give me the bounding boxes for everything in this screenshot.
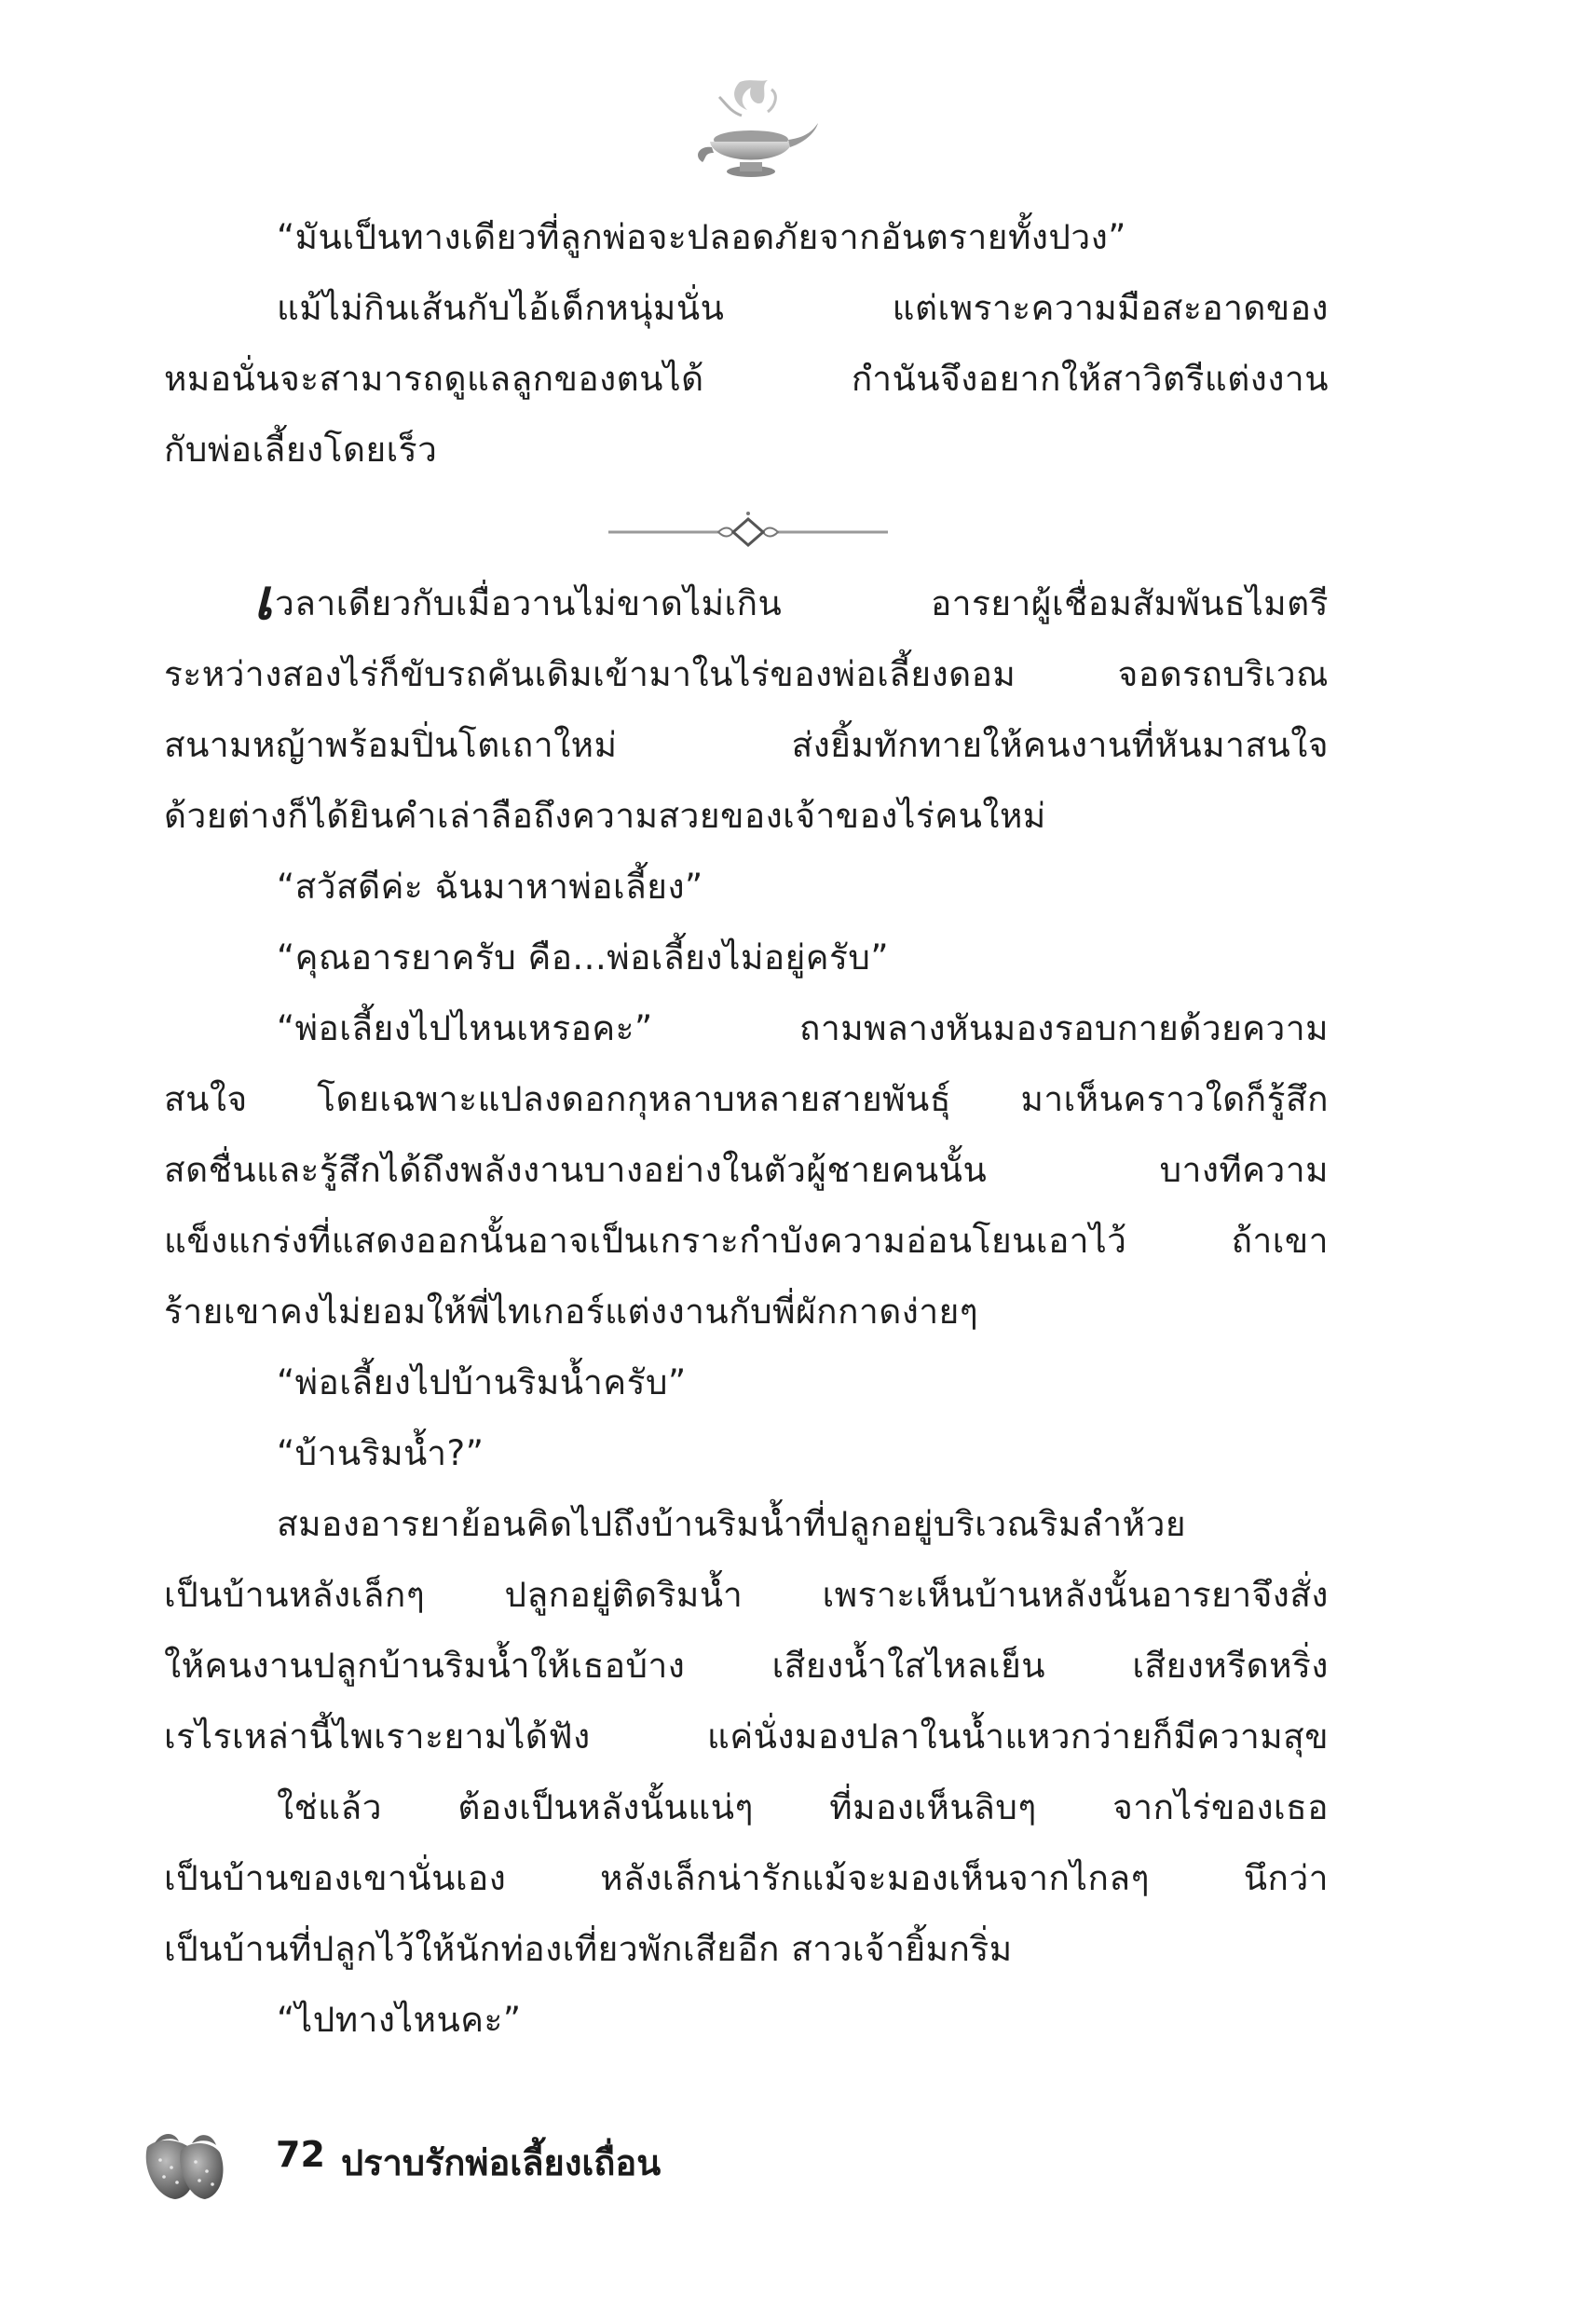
text-line: “พ่อเลี้ยงไปบ้านริมน้ำครับ” xyxy=(277,1362,687,1402)
text-line: “ไปทางไหนคะ” xyxy=(277,2000,522,2040)
text-line: สดชื่นและรู้สึกได้ถึงพลังงานบางอย่างในตัวผู้ชายคนนั้น บางทีความ xyxy=(164,1150,1329,1190)
text-line: ให้คนงานปลูกบ้านริมน้ำให้เธอบ้าง เสียงน้ำใสไหลเย็น เสียงหรีดหริ่ง xyxy=(164,1646,1329,1686)
text-line: แข็งแกร่งที่แสดงออกนั้นอาจเป็นเกราะกำบังความอ่อนโยนเอาไว้ ถ้าเขา xyxy=(164,1221,1329,1261)
text-line xyxy=(164,568,1329,639)
genie-lamp-icon xyxy=(682,75,820,190)
text-line: ด้วยต่างก็ได้ยินคำเล่าลือถึงความสวยของเจ้าของไร่คนใหม่ xyxy=(164,796,1046,836)
paragraph-block-1 xyxy=(164,202,1329,485)
text-line-rest: วลาเดียวกับเมื่อวานไม่ขาดไม่เกิน อารยาผู้เชื่อมสัมพันธไมตรี xyxy=(275,583,1329,623)
text-line: “พ่อเลี้ยงไปไหนเหรอคะ” ถามพลางหันมองรอบกายด้วยความ xyxy=(277,1008,1329,1048)
text-line: ร้ายเขาคงไม่ยอมให้พี่ไทเกอร์แต่งงานกับพี่ผักกาดง่ายๆ xyxy=(164,1292,979,1332)
text-line: แม้ไม่กินเส้นกับไอ้เด็กหนุ่มนั่น แต่เพราะความมือสะอาดของ xyxy=(277,288,1329,328)
text-line: หมอนั่นจะสามารถดูแลลูกของตนได้ กำนันจึงอยากให้สาวิตรีแต่งงาน xyxy=(164,359,1329,399)
section-divider-ornament xyxy=(608,508,888,549)
text-line: “บ้านริมน้ำ?” xyxy=(277,1433,484,1473)
text-line: กับพ่อเลี้ยงโดยเร็ว xyxy=(164,430,438,470)
text-line: สนามหญ้าพร้อมปิ่นโตเถาใหม่ ส่งยิ้มทักทายให้คนงานที่หันมาสนใจ xyxy=(164,725,1329,765)
text-line: “คุณอารยาครับ คือ...พ่อเลี้ยงไม่อยู่ครับ” xyxy=(277,937,890,978)
book-title: ปราบรักพ่อเลี้ยงเถื่อน xyxy=(341,2142,662,2183)
text-line: เป็นบ้านหลังเล็กๆ ปลูกอยู่ติดริมน้ำ เพราะเห็นบ้านหลังนั้นอารยาจึงสั่ง xyxy=(164,1575,1329,1615)
text-line: ระหว่างสองไร่ก็ขับรถคันเดิมเข้ามาในไร่ของพ่อเลี้ยงดอม จอดรถบริเวณ xyxy=(164,654,1329,694)
text-line: “มันเป็นทางเดียวที่ลูกพ่อจะปลอดภัยจากอันตรายทั้งปวง” xyxy=(277,217,1126,257)
text-line: เรไรเหล่านี้ไพเราะยามได้ฟัง แค่นั่งมองปลาในน้ำแหวกว่ายก็มีความสุข xyxy=(164,1716,1329,1757)
paragraph-block-2 xyxy=(164,568,1329,2056)
text-line: สนใจ โดยเฉพาะแปลงดอกกุหลาบหลายสายพันธุ์ มาเห็นคราวใดก็รู้สึก xyxy=(164,1079,1329,1119)
text-line: “สวัสดีค่ะ ฉันมาหาพ่อเลี้ยง” xyxy=(277,867,703,907)
text-line: สมองอารยาย้อนคิดไปถึงบ้านริมน้ำที่ปลูกอยู่บริเวณริมลำห้วย xyxy=(277,1504,1187,1544)
drop-cap: เ xyxy=(253,568,274,633)
page-number: 72 xyxy=(276,2134,325,2175)
text-line: ใช่แล้ว ต้องเป็นหลังนั้นแน่ๆ ที่มองเห็นลิบๆ จากไร่ของเธอ xyxy=(277,1787,1329,1827)
page-footer xyxy=(138,2123,790,2207)
text-line: เป็นบ้านที่ปลูกไว้ให้นักท่องเที่ยวพักเสียอีก สาวเจ้ายิ้มกริ่ม xyxy=(164,1929,1013,1969)
text-line: เป็นบ้านของเขานั่นเอง หลังเล็กน่ารักแม้จะมองเห็นจากไกลๆ นึกว่า xyxy=(164,1858,1329,1898)
strawberry-icon xyxy=(138,2123,227,2203)
